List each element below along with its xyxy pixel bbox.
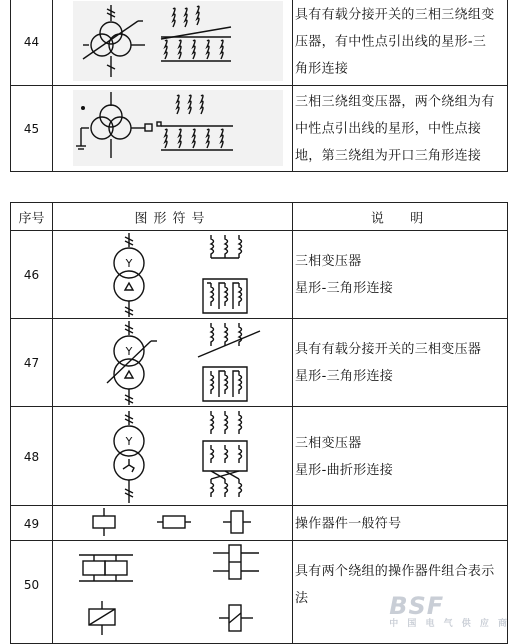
row-description: 具有有载分接开关的三相三绕组变 压器，有中性点引出线的星形-三 角形连接	[295, 7, 495, 77]
table-row	[11, 230, 507, 319]
header-symbol: 图形符号	[134, 211, 211, 226]
star-zigzag-transformer-symbol	[53, 407, 292, 506]
svg-text:Y: Y	[125, 435, 133, 448]
star-delta-transformer-symbol	[53, 231, 292, 319]
table-top	[10, 0, 508, 172]
symbol-cell	[53, 407, 293, 506]
symbol-cell	[53, 319, 293, 407]
svg-text:Y: Y	[125, 257, 133, 270]
row-number: 44	[23, 35, 40, 49]
symbol-cell	[53, 86, 293, 171]
table-row	[11, 505, 507, 541]
star-delta-tapchanger-transformer-symbol	[53, 319, 292, 407]
row-number: 49	[23, 516, 40, 531]
two-winding-operating-device-symbol	[53, 541, 292, 644]
svg-text:Y: Y	[125, 345, 133, 358]
table-row	[11, 0, 507, 85]
three-winding-transformer-open-delta-symbol	[53, 86, 292, 171]
symbol-cell	[53, 231, 293, 319]
watermark-logo: BSF 中 国 电 气 供 应 商	[389, 592, 510, 629]
row-number: 47	[23, 356, 40, 370]
table-row	[11, 85, 507, 171]
row-number: 45	[23, 121, 40, 136]
row-description: 三相变压器 星形-三角形连接	[295, 254, 394, 296]
table-row	[11, 318, 507, 407]
header-description: 说 明	[370, 211, 430, 226]
three-winding-transformer-tapchanger-symbol	[53, 0, 292, 85]
operating-device-general-symbol	[53, 506, 292, 541]
row-description: 三相三绕组变压器，两个绕组为有 中性点引出线的星形，中性点接 地，第三绕组为开口三角形连接	[295, 94, 495, 163]
symbol-cell	[53, 506, 293, 541]
row-description: 具有两个绕组的操作器件组合表示 法	[295, 564, 495, 606]
table-header	[11, 203, 507, 230]
table-row	[11, 406, 507, 506]
row-description: 具有有载分接开关的三相变压器 星形-三角形连接	[295, 342, 482, 384]
row-number: 48	[23, 449, 40, 464]
row-number: 50	[23, 578, 40, 592]
symbol-cell	[53, 541, 293, 644]
header-number: 序号	[18, 211, 45, 226]
symbol-cell	[53, 0, 293, 85]
row-description: 三相变压器 星形-曲折形连接	[295, 435, 394, 478]
row-description: 操作器件一般符号	[295, 516, 402, 531]
table-main	[10, 202, 508, 644]
row-number: 46	[23, 268, 40, 282]
